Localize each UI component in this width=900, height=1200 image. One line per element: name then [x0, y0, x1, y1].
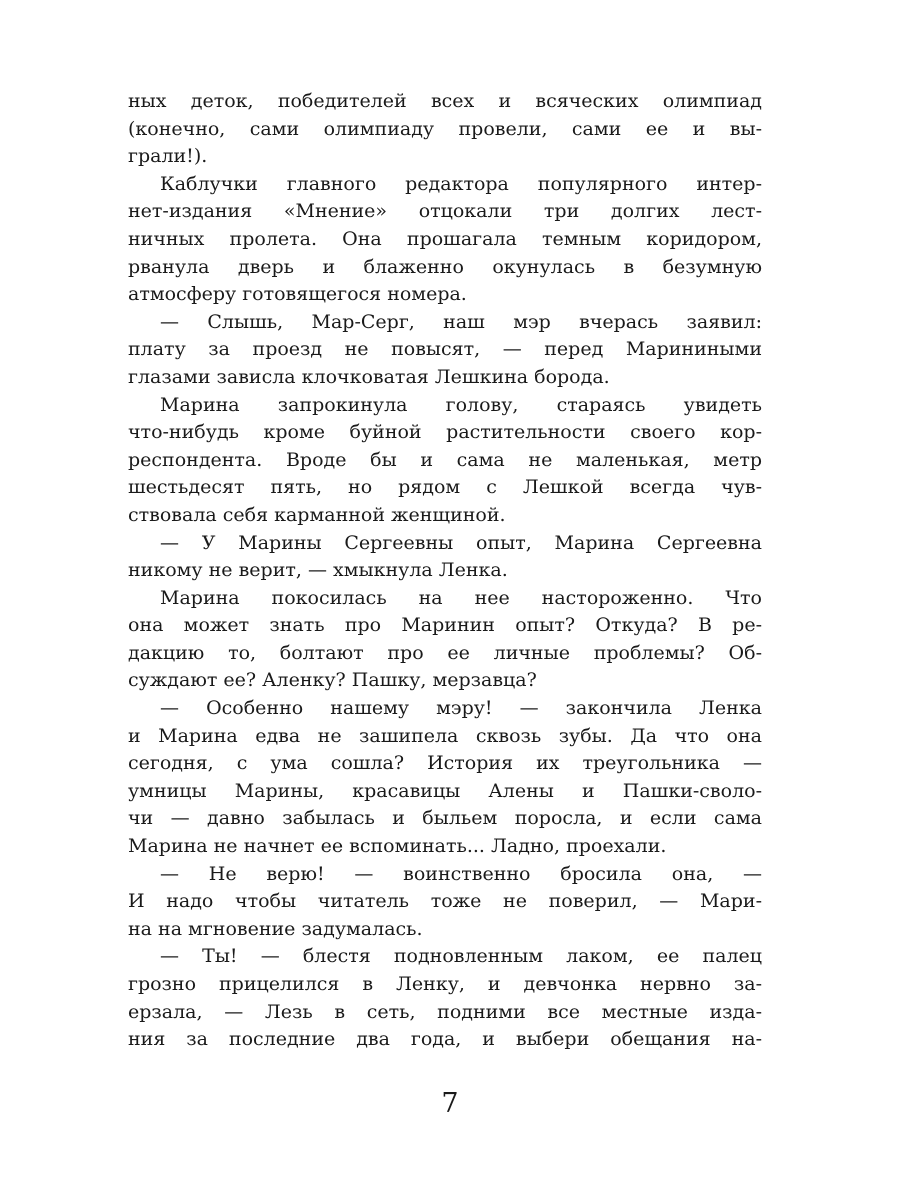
text-line: что-нибудь кроме буйной растительности своего кор-	[128, 421, 762, 444]
text-line: грозно прицелился в Ленку, и девчонка нервно за-	[128, 973, 762, 995]
text-line: Каблучки главного редактора популярного интер-	[160, 172, 762, 195]
text-line: чи — давно забылась и быльем поросла, и если сама	[128, 807, 762, 830]
text-line: атмосферу готовящегося номера.	[128, 283, 467, 306]
text-line: ния за последние два года, и выбери обещания на-	[128, 1028, 762, 1051]
text-line: шестьдесят пять, но рядом с Лешкой всегда чув-	[128, 476, 762, 499]
text-line: респондента. Вроде бы и сама не маленькая, метр	[128, 448, 762, 471]
text-line: рванула дверь и блаженно окунулась в безумную	[128, 255, 762, 278]
text-line: (конечно, сами олимпиаду провели, сами ее и вы-	[128, 117, 762, 140]
text-line: ничных пролета. Она прошагала темным коридором,	[128, 227, 762, 250]
text-line: глазами зависла клочковатая Лешкина борода.	[128, 365, 610, 388]
text-line: ствовала себя карманной женщиной.	[128, 503, 506, 526]
text-line: Марина не начнет ее вспоминать... Ладно, проехали.	[128, 835, 667, 858]
text-line: И надо чтобы читатель тоже не поверил, — Мари-	[128, 890, 762, 913]
text-line: Марина запрокинула голову, стараясь увидеть	[160, 393, 762, 416]
text-line: ерзала, — Лезь в сеть, подними все местные изда-	[128, 1000, 762, 1023]
text-line: ных деток, победителей всех и всяческих олимпиад	[128, 90, 762, 112]
page-number: 7	[441, 1088, 459, 1119]
text-line: — Не верю! — воинственно бросила она, —	[160, 862, 762, 885]
body-text	[128, 88, 762, 1054]
text-line: — Слышь, Мар-Серг, наш мэр вчерась заявил:	[160, 310, 762, 333]
text-line: — У Марины Сергеевны опыт, Марина Сергеевна	[160, 531, 762, 554]
text-line: — Особенно нашему мэру! — закончила Ленка	[160, 697, 762, 720]
text-line: плату за проезд не повысят, — перед Мариниными	[128, 338, 762, 361]
text-line: она может знать про Маринин опыт? Откуда? В ре-	[128, 614, 762, 637]
text-line: никому не верит, — хмыкнула Ленка.	[128, 559, 508, 582]
text-line: на на мгновение задумалась.	[128, 917, 423, 940]
text-line: грали!).	[128, 145, 208, 168]
text-line: сегодня, с ума сошла? История их треугольника —	[128, 752, 762, 775]
text-line: и Марина едва не зашипела сквозь зубы. Да что она	[128, 724, 762, 747]
text-line: — Ты! — блестя подновленным лаком, ее палец	[160, 945, 762, 968]
text-line: нет-издания «Мнение» отцокали три долгих лест-	[128, 200, 762, 223]
text-line: дакцию то, болтают про ее личные проблемы? Об-	[128, 641, 762, 664]
text-line: Марина покосилась на нее настороженно. Что	[160, 586, 762, 609]
text-line: суждают ее? Аленку? Пашку, мерзавца?	[128, 669, 537, 692]
text-line: умницы Марины, красавицы Алены и Пашки-сволo-	[128, 779, 762, 802]
